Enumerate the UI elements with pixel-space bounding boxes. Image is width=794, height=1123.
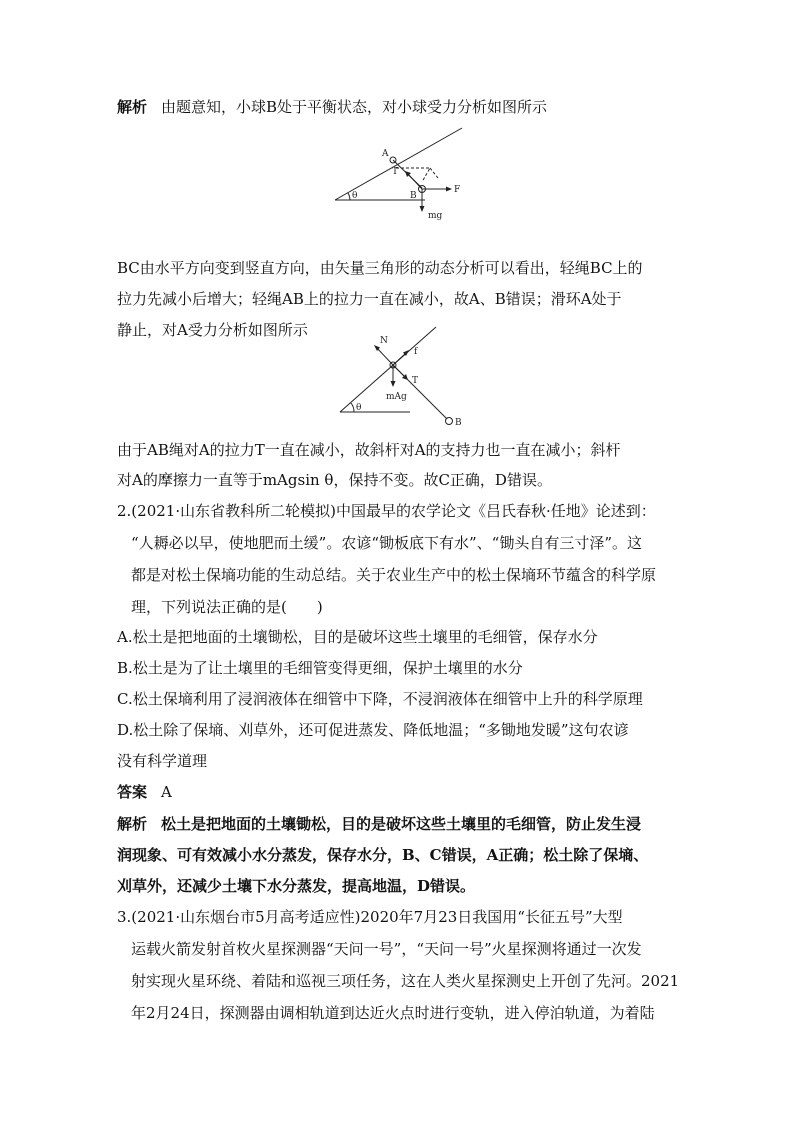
normal-force-arrow: [376, 347, 393, 365]
ball-b: [446, 418, 453, 425]
question-3-line-1: 3.(2021·山东烟台市5月高考适应性)2020年7月23日我国用“长征五号”大型: [117, 908, 623, 926]
paragraph-2-line-2: 拉力先减小后增大；轻绳AB上的拉力一直在减小，故A、B错误；滑环A处于: [117, 290, 622, 308]
answer-label: 答案: [117, 783, 148, 801]
option-b: B.松土是为了让土壤里的毛细管变得更细，保护土壤里的水分: [117, 659, 523, 677]
paragraph-2-line-1: BC由水平方向变到竖直方向，由矢量三角形的动态分析可以看出，轻绳BC上的: [117, 259, 643, 277]
label-theta: θ: [352, 191, 358, 201]
option-a: A.松土是把地面的土壤锄松，目的是破坏这些土壤里的毛细管，保存水分: [117, 628, 598, 646]
question-2-line-2: “人耨必以早，使地肥而土缓”。农谚“锄板底下有水”、“锄头自有三寸泽”。这: [131, 534, 643, 552]
question-2-line-4: 理，下列说法正确的是( ): [131, 598, 323, 616]
label-theta: θ: [356, 403, 362, 413]
label-f: f: [414, 347, 418, 357]
label-b: B: [410, 191, 417, 201]
option-c: C.松土保墒利用了浸润液体在细管中下降，不浸润液体在细管中上升的科学原理: [117, 690, 643, 708]
force-diagram-ball-b: [330, 122, 480, 222]
label-mg: mg: [428, 211, 443, 221]
option-d-line-2: 没有科学道理: [117, 752, 208, 770]
analysis-2-line-1: [117, 814, 641, 834]
question-3-line-3: 射实现火星环绕、着陆和巡视三项任务，这在人类火星探测史上开创了先河。2021: [131, 972, 680, 990]
label-t: T: [392, 167, 399, 177]
friction-arrow: [393, 353, 406, 365]
analysis-2-line-3: 刈草外，还减少土壤下水分蒸发，提高地温，D错误。: [117, 877, 476, 895]
analysis-2-text: 松土是把地面的土壤锄松，目的是破坏这些土壤里的毛细管，防止发生浸: [161, 815, 642, 833]
answer-line: [117, 782, 172, 802]
tension-arrow: [393, 365, 405, 377]
label-n: N: [380, 336, 388, 346]
question-2-line-1: 2.(2021·山东省教科所二轮模拟)中国最早的农学论文《吕氏春秋·任地》论述到：: [117, 502, 656, 520]
paragraph-3-line-1: 由于AB绳对A的拉力T一直在减小，故斜杆对A的支持力也一直在减小；斜杆: [117, 441, 621, 459]
question-3-line-4: 年2月24日，探测器由调相轨道到达近火点时进行变轨，进入停泊轨道，为着陆: [131, 1004, 655, 1022]
question-3-line-2: 运载火箭发射首枚火星探测器“天问一号”，“天问一号”火星探测将通过一次发: [131, 940, 642, 958]
answer-value: A: [161, 783, 172, 801]
paragraph-2-line-3: 静止，对A受力分析如图所示: [117, 321, 308, 339]
label-t: T: [412, 376, 419, 386]
force-diagram-ring-a: [330, 325, 470, 430]
label-mag: mAg: [386, 392, 407, 402]
analysis-label: 解析: [117, 98, 148, 116]
analysis-2-line-2: 润现象、可有效减小水分蒸发，保存水分，B、C错误，A正确；松土除了保墒、: [117, 846, 649, 864]
option-d-line-1: D.松土除了保墒、刈草外，还可促进蒸发、降低地温；“多锄地发暖”这句农谚: [117, 721, 629, 739]
analysis-paragraph-1: [117, 97, 547, 117]
label-a: A: [382, 149, 389, 159]
label-f: F: [454, 185, 461, 195]
question-2-line-3: 都是对松土保墒功能的生动总结。关于农业生产中的松土保墒环节蕴含的科学原: [131, 566, 657, 584]
analysis-text: 由题意知，小球B处于平衡状态，对小球受力分析如图所示: [161, 98, 548, 116]
paragraph-3-line-2: 对A的摩擦力一直等于mAgsin θ，保持不变。故C正确，D错误。: [117, 471, 552, 489]
tension-arrow: [408, 174, 422, 189]
analysis-2-label: 解析: [117, 815, 148, 833]
label-b: B: [455, 418, 462, 428]
